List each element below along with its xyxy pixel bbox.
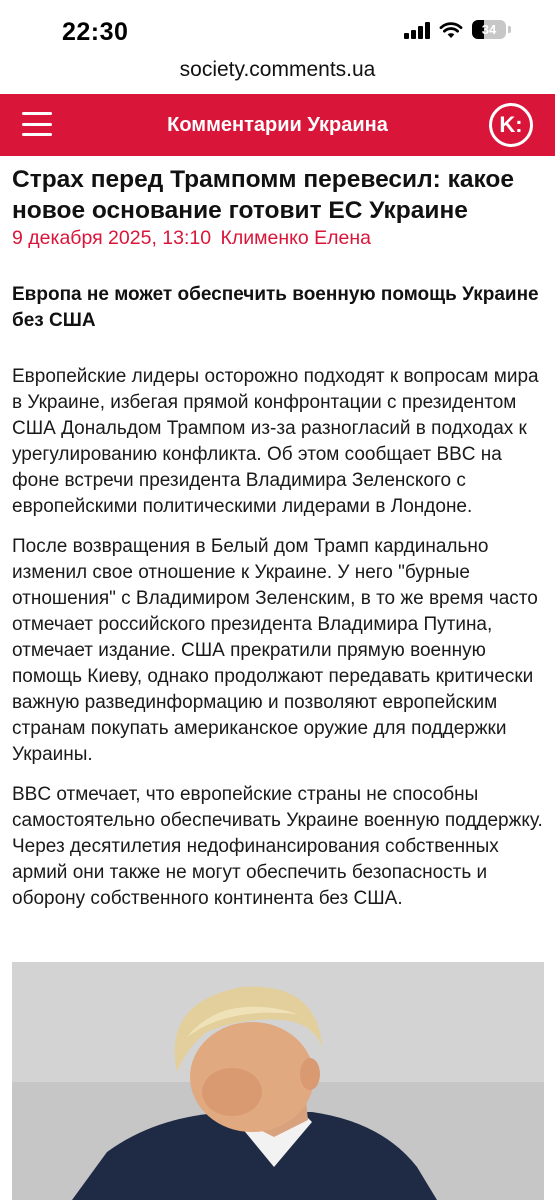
site-title[interactable]: Комментарии Украина [167,114,388,136]
article-meta [12,227,544,250]
article-headline: Страх перед Трампомм перевесил: какое новое основание готовит ЕС Украине [12,166,515,224]
status-bar [0,0,555,60]
article-paragraph-1: Европейские лидеры осторожно подходят к вопросам мира в Украине, избегая прямой конфронтации с президентом США Дональдом Трампом из-за разногласий в подходах к урегулированию конфликта. Об этом сообщает BBC на фоне встречи президента Владимира Зеленского с европейскими политическими лидерами в Лондоне. [12,366,539,517]
wifi-icon [439,21,463,39]
article-date: 9 декабря 2025, 13:10 [12,227,212,249]
article-photo [12,962,544,1200]
status-time: 22:30 [62,18,129,46]
article [12,164,544,912]
site-logo[interactable]: K: [489,103,533,147]
status-icons [404,20,511,39]
battery-level: 34 [481,22,497,37]
cellular-signal-icon [404,21,430,39]
url-bar[interactable]: society.comments.ua [179,58,376,81]
article-author[interactable]: Клименко Елена [220,227,372,249]
article-lead: Европа не может обеспечить военную помощь Украине без США [12,284,539,331]
article-paragraph-3: BBC отмечает, что европейские страны не способны самостоятельно обеспечивать Украине военную поддержку. Через десятилетия недофинансирования собственных армий они также не могут обеспечить безопасность и оборону собственного континента без США. [12,784,543,909]
battery-icon [472,20,506,39]
site-header [0,94,555,156]
battery-cap [508,26,511,33]
article-paragraph-2: После возвращения в Белый дом Трамп кардинально изменил свое отношение к Украине. У него "бурные отношения" с Владимиром Зеленским, в то же время часто отмечает российского президента Владимира Путина, отмечает издание. США прекратили прямую военную помощь Киеву, однако продолжают передавать критически важную развединформацию и позволяют европейским странам покупать американское оружие для поддержки Украины. [12,536,538,765]
article-photo-illustration [12,962,544,1200]
